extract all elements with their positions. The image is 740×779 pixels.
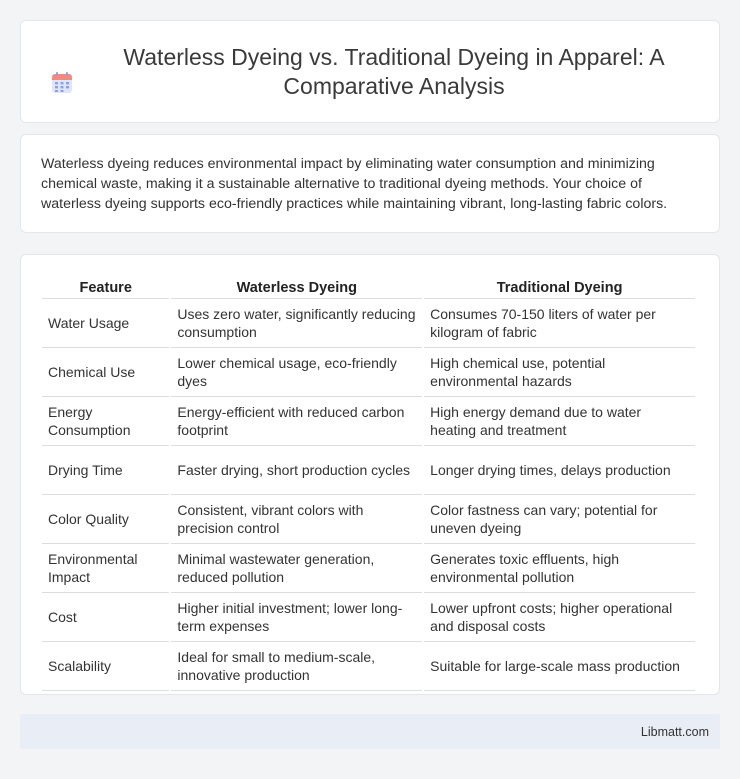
table-row [42,348,695,397]
title-wrap [51,43,689,101]
cell-waterless: Higher initial investment; lower long-term expenses [171,593,422,642]
cell-traditional: Suitable for large-scale mass production [424,642,695,691]
footer [20,714,720,749]
cell-traditional: Consumes 70-150 liters of water per kilogram of fabric [424,299,695,348]
table-row [42,642,695,691]
table-header-row [42,275,695,299]
cell-waterless: Uses zero water, significantly reducing consumption [171,299,422,348]
header-feature: Feature [42,275,169,299]
cell-feature: Environmental Impact [42,544,169,593]
calendar-icon [51,72,73,94]
cell-feature: Scalability [42,642,169,691]
cell-feature: Color Quality [42,495,169,544]
cell-waterless: Lower chemical usage, eco-friendly dyes [171,348,422,397]
table-row [42,397,695,446]
cell-waterless: Ideal for small to medium-scale, innovative production [171,642,422,691]
cell-traditional: Lower upfront costs; higher operational and disposal costs [424,593,695,642]
cell-feature: Drying Time [42,446,169,495]
cell-waterless: Consistent, vibrant colors with precision control [171,495,422,544]
cell-waterless: Minimal wastewater generation, reduced pollution [171,544,422,593]
header-traditional: Traditional Dyeing [424,275,695,299]
footer-brand: Libmatt.com [640,724,709,739]
table-row [42,299,695,348]
cell-traditional: Color fastness can vary; potential for uneven dyeing [424,495,695,544]
cell-feature: Chemical Use [42,348,169,397]
page-title: Waterless Dyeing vs. Traditional Dyeing in Apparel: A Comparative Analysis [123,43,665,99]
table-row [42,446,695,495]
cell-feature: Energy Consumption [42,397,169,446]
summary-card [20,134,720,233]
table-row [42,495,695,544]
table-card [20,254,720,695]
summary-text: Waterless dyeing reduces environmental impact by eliminating water consumption and minimizing chemical waste, making it a sustainable alternative to traditional dyeing methods. Your choice of waterless dyeing supports eco-friendly practices while maintaining vibrant, long-lasting fabric colors. [41,156,668,212]
comparison-table [40,275,697,691]
cell-waterless: Energy-efficient with reduced carbon footprint [171,397,422,446]
cell-waterless: Faster drying, short production cycles [171,446,422,495]
title-card [20,20,720,123]
cell-traditional: High chemical use, potential environmental hazards [424,348,695,397]
cell-traditional: High energy demand due to water heating and treatment [424,397,695,446]
header-waterless: Waterless Dyeing [171,275,422,299]
table-row [42,593,695,642]
cell-traditional: Generates toxic effluents, high environmental pollution [424,544,695,593]
cell-feature: Cost [42,593,169,642]
cell-feature: Water Usage [42,299,169,348]
table-row [42,544,695,593]
cell-traditional: Longer drying times, delays production [424,446,695,495]
